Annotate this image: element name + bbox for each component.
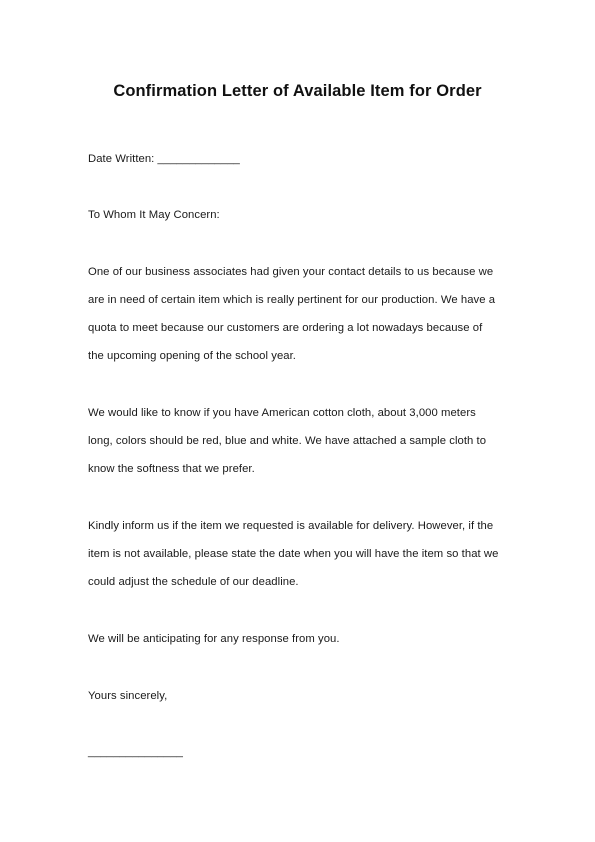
date-written-line: Date Written: _____________ bbox=[88, 153, 240, 165]
salutation: To Whom It May Concern: bbox=[88, 209, 220, 221]
paragraph-1-line-3: quota to meet because our customers are ordering a lot nowadays because of bbox=[88, 322, 483, 334]
paragraph-2-line-2: long, colors should be red, blue and white. We have attached a sample cloth to bbox=[88, 435, 487, 447]
closing-statement: We will be anticipating for any response from you. bbox=[88, 633, 340, 645]
paragraph-2-line-1: We would like to know if you have American cotton cloth, about 3,000 meters bbox=[88, 407, 476, 419]
paragraph-1-line-2: are in need of certain item which is really pertinent for our production. We have a bbox=[88, 294, 496, 306]
paragraph-3-line-1: Kindly inform us if the item we requested is available for delivery. However, if the bbox=[88, 520, 494, 532]
signature-line: _______________ bbox=[88, 746, 183, 758]
paragraph-1-line-1: One of our business associates had given your contact details to us because we bbox=[88, 266, 494, 278]
letter-title: Confirmation Letter of Available Item for Order bbox=[113, 82, 482, 100]
paragraph-2-line-3: know the softness that we prefer. bbox=[88, 463, 255, 475]
paragraph-1-line-4: the upcoming opening of the school year. bbox=[88, 350, 296, 362]
paragraph-3-line-2: item is not available, please state the date when you will have the item so that we bbox=[88, 548, 499, 560]
paragraph-3-line-3: could adjust the schedule of our deadline. bbox=[88, 576, 299, 588]
closing-salutation: Yours sincerely, bbox=[88, 690, 168, 702]
